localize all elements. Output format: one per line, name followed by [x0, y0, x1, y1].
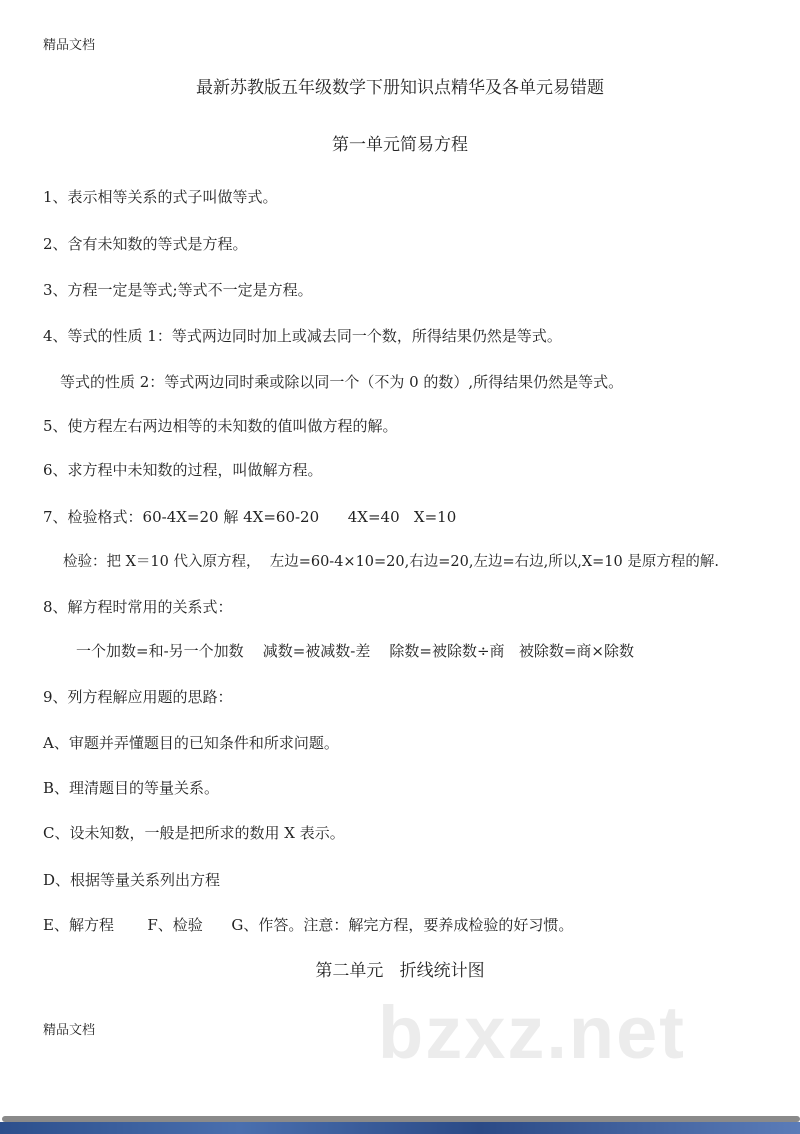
step-a: A、审题并弄懂题目的已知条件和所求问题。	[43, 734, 339, 752]
point-5: 5、使方程左右两边相等的未知数的值叫做方程的解。	[43, 417, 398, 435]
point-4: 4、等式的性质 1：等式两边同时加上或减去同一个数，所得结果仍然是等式。	[43, 327, 562, 345]
point-8-relations: 一个加数=和-另一个加数 减数=被减数-差 除数=被除数÷商 被除数=商×除数	[76, 642, 634, 660]
watermark: bzxz.net	[378, 991, 686, 1074]
point-4-property-2: 等式的性质 2：等式两边同时乘或除以同一个（不为 0 的数）,所得结果仍然是等式。	[60, 373, 624, 391]
page-footer: 精品文档	[43, 1023, 96, 1038]
point-3: 3、方程一定是等式;等式不一定是方程。	[43, 281, 313, 299]
step-efg: E、解方程 F、检验 G、作答。注意：解完方程，要养成检验的好习惯。	[43, 916, 574, 934]
point-8: 8、解方程时常用的关系式：	[43, 598, 233, 616]
point-7: 7、检验格式：60-4X=20 解 4X=60-20 4X=40 X=10	[43, 508, 457, 526]
point-7-check: 检验：把 X＝10 代入原方程， 左边=60-4×10=20,右边=20,左边=右边,所以,X=10 是原方程的解.	[63, 554, 719, 570]
step-d: D、根据等量关系列出方程	[43, 871, 221, 889]
unit-2-heading: 第二单元 折线统计图	[315, 961, 485, 981]
desktop-background-strip	[0, 1122, 800, 1134]
point-1: 1、表示相等关系的式子叫做等式。	[43, 188, 278, 206]
step-b: B、理清题目的等量关系。	[43, 779, 220, 797]
page-header: 精品文档	[43, 38, 96, 53]
step-c: C、设未知数，一般是把所求的数用 X 表示。	[43, 824, 345, 842]
point-9: 9、列方程解应用题的思路：	[43, 688, 233, 706]
document-title: 最新苏教版五年级数学下册知识点精华及各单元易错题	[196, 78, 604, 98]
point-6: 6、求方程中未知数的过程，叫做解方程。	[43, 461, 323, 479]
point-2: 2、含有未知数的等式是方程。	[43, 235, 248, 253]
unit-1-heading: 第一单元简易方程	[332, 135, 468, 155]
